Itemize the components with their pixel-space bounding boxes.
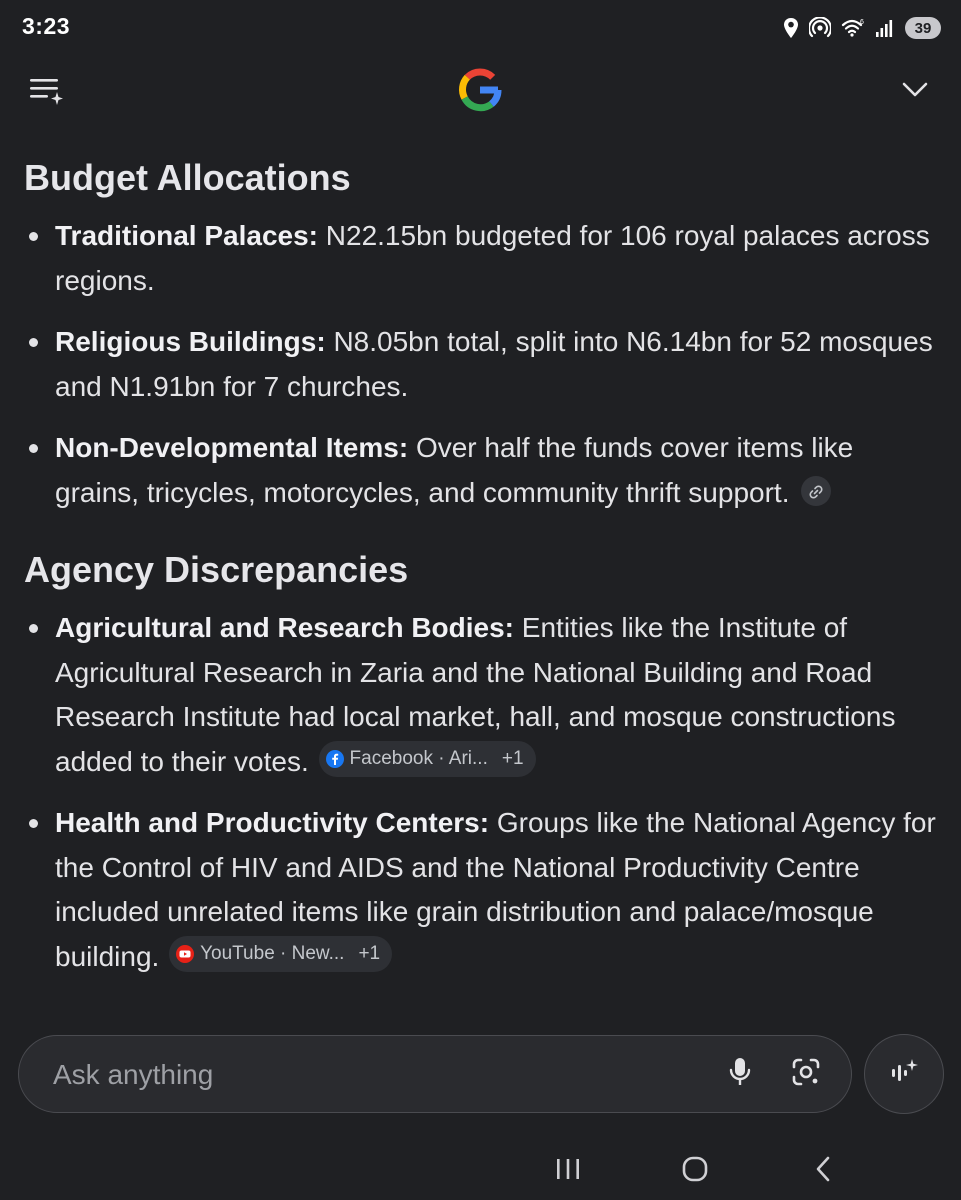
link-icon — [808, 469, 824, 514]
item-label: Non-Developmental Items: — [55, 432, 409, 463]
system-navigation-bar — [0, 1140, 961, 1200]
item-label: Traditional Palaces: — [55, 220, 318, 251]
voice-input-button[interactable] — [719, 1053, 761, 1095]
microphone-icon — [728, 1056, 752, 1093]
svg-text:6: 6 — [860, 19, 864, 26]
chevron-down-icon — [902, 82, 928, 103]
section-heading-budget-allocations: Budget Allocations — [24, 157, 351, 198]
item-text: N22.15bn budgeted for 106 royal palaces across regions. — [55, 220, 930, 296]
source-chip-count: +1 — [501, 747, 524, 769]
home-icon — [681, 1155, 709, 1188]
hotspot-icon — [809, 17, 831, 39]
agency-discrepancies-list — [24, 606, 936, 979]
status-time: 3:23 — [22, 13, 71, 39]
facebook-icon — [325, 749, 345, 769]
signal-icon — [875, 18, 895, 38]
history-menu-button[interactable] — [24, 70, 68, 114]
battery-indicator: 39 — [905, 17, 941, 39]
ask-input[interactable] — [51, 1036, 675, 1114]
list-item — [24, 214, 936, 303]
budget-allocations-list — [24, 214, 936, 515]
list-item — [24, 320, 936, 409]
back-button[interactable] — [798, 1148, 848, 1194]
collapse-button[interactable] — [895, 70, 935, 114]
location-icon — [783, 17, 799, 39]
item-text: Over half the funds cover items like grains, tricycles, motorcycles, and community thrift support. — [55, 432, 854, 508]
status-icons — [783, 14, 941, 42]
history-sparkle-menu-icon — [28, 74, 64, 111]
home-button[interactable] — [670, 1148, 720, 1194]
top-app-bar — [0, 60, 961, 124]
response-content — [24, 150, 936, 996]
google-g-logo — [458, 68, 502, 112]
item-text: N8.05bn total, split into N6.14bn for 52 mosques and N1.91bn for 7 churches. — [55, 326, 933, 402]
recents-button[interactable] — [543, 1148, 593, 1194]
list-item — [24, 801, 936, 979]
list-item — [24, 606, 936, 784]
item-label: Health and Productivity Centers: — [55, 807, 490, 838]
status-bar — [0, 0, 961, 56]
item-label: Religious Buildings: — [55, 326, 326, 357]
source-chip-label: YouTube · New... — [200, 942, 345, 964]
source-chip-facebook[interactable] — [319, 741, 536, 777]
source-chip-label: Facebook · Ari... — [349, 747, 488, 769]
item-label: Agricultural and Research Bodies: — [55, 612, 515, 643]
youtube-icon — [175, 944, 195, 964]
item-text: Groups like the National Agency for the Control of HIV and AIDS and the National Productivity Centre included unrelated items like grain distribution and palace/mosque building. — [55, 807, 936, 972]
lens-button[interactable] — [785, 1053, 827, 1095]
wifi-icon — [841, 18, 865, 38]
section-heading-agency-discrepancies: Agency Discrepancies — [24, 549, 409, 590]
back-arrow-icon — [813, 1155, 833, 1188]
source-chip-count: +1 — [358, 942, 381, 964]
source-link-button[interactable] — [801, 476, 831, 506]
live-mode-button[interactable] — [864, 1034, 944, 1114]
camera-lens-icon — [791, 1057, 821, 1092]
source-chip-youtube[interactable] — [169, 936, 392, 972]
ask-bar — [18, 1035, 852, 1113]
item-text: Entities like the Institute of Agricultural Research in Zaria and the National Building and Road Research Institute had local market, hall, and mosque constructions added to their votes. — [55, 612, 896, 777]
recents-icon — [555, 1157, 581, 1186]
live-sparkle-icon — [889, 1057, 919, 1092]
list-item — [24, 426, 936, 515]
